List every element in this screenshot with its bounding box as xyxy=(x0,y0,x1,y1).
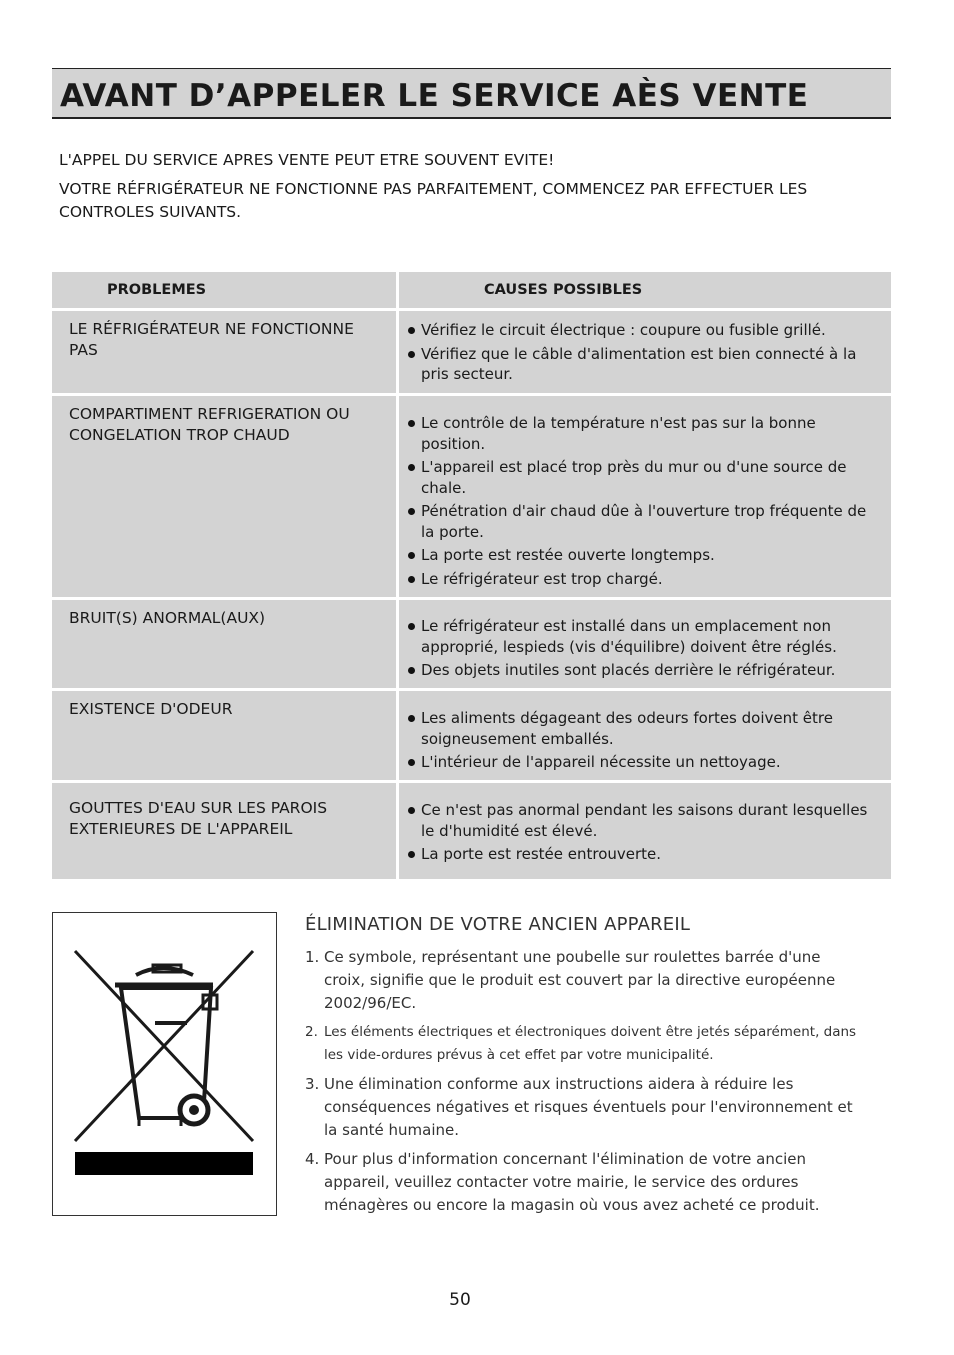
table-header-problems: PROBLEMES xyxy=(52,272,396,308)
cause-item: Le réfrigérateur est trop chargé. xyxy=(408,569,881,590)
page-number: 50 xyxy=(449,1290,471,1310)
cause-item: Le contrôle de la température n'est pas sur la bonne position. xyxy=(408,413,881,454)
causes-cell-power xyxy=(399,311,891,393)
disposal-item: 4. Pour plus d'information concernant l'élimination de votre ancien appareil, veuillez contacter votre mairie, le service des ordures ménagères ou encore la magasin où vous avez acheté ce produit. xyxy=(305,1150,820,1214)
causes-cell-condensation xyxy=(399,783,891,879)
intro-line-2: VOTRE RÉFRIGÉRATEUR NE FONCTIONNE PAS PARFAITEMENT, COMMENCEZ PAR EFFECTUER LES CONTROLES SUIVANTS. xyxy=(59,180,808,221)
cause-item: Vérifiez que le câble d'alimentation est bien connecté à la pris secteur. xyxy=(408,344,881,385)
crossed-out-wheelie-bin-icon xyxy=(53,913,276,1215)
cause-item: La porte est restée ouverte longtemps. xyxy=(408,545,881,566)
cause-item: Ce n'est pas anormal pendant les saisons durant lesquelles le d'humidité est élevé. xyxy=(408,800,881,841)
cause-item: La porte est restée entrouverte. xyxy=(408,844,881,865)
disposal-item: 1. Ce symbole, représentant une poubelle sur roulettes barrée d'une croix, signifie que le produit est couvert par la directive européenne 2002/96/EC. xyxy=(305,948,836,1012)
problem-cell-noise: BRUIT(S) ANORMAL(AUX) xyxy=(52,600,396,688)
causes-cell-noise xyxy=(399,600,891,688)
cause-item: L'intérieur de l'appareil nécessite un nettoyage. xyxy=(408,752,881,773)
cause-item: Les aliments dégageant des odeurs fortes doivent être soigneusement emballés. xyxy=(408,708,881,749)
cause-item: Vérifiez le circuit électrique : coupure ou fusible grillé. xyxy=(408,320,881,341)
intro-line-1: L'APPEL DU SERVICE APRES VENTE PEUT ETRE SOUVENT EVITE! xyxy=(59,151,555,169)
causes-cell-odor xyxy=(399,691,891,780)
cause-item: Le réfrigérateur est installé dans un emplacement non approprié, lespieds (vis d'équilibre) doivent être réglés. xyxy=(408,616,881,657)
problem-cell-odor: EXISTENCE D'ODEUR xyxy=(52,691,396,780)
problem-cell-power: LE RÉFRIGÉRATEUR NE FONCTIONNE PAS xyxy=(52,311,396,393)
problem-cell-too-warm: COMPARTIMENT REFRIGERATION OU CONGELATION TROP CHAUD xyxy=(52,396,396,597)
table-header-causes: CAUSES POSSIBLES xyxy=(399,272,891,308)
cause-item: Pénétration d'air chaud dûe à l'ouverture trop fréquente de la porte. xyxy=(408,501,881,542)
weee-symbol-box xyxy=(52,912,277,1216)
disposal-item: 2. Les éléments électriques et électroniques doivent être jetés séparément, dans les vide-ordures prévus à cet effet par votre municipalité. xyxy=(305,1024,857,1063)
page-title: AVANT D’APPELER LE SERVICE AÈS VENTE xyxy=(60,78,809,114)
disposal-list xyxy=(305,946,865,1223)
title-bar xyxy=(52,68,891,119)
problem-cell-condensation: GOUTTES D'EAU SUR LES PAROIS EXTERIEURES DE L'APPAREIL xyxy=(52,783,396,879)
causes-cell-too-warm xyxy=(399,396,891,597)
cause-item: L'appareil est placé trop près du mur ou d'une source de chale. xyxy=(408,457,881,498)
cause-item: Des objets inutiles sont placés derrière le réfrigérateur. xyxy=(408,660,881,681)
disposal-item: 3. Une élimination conforme aux instructions aidera à réduire les conséquences négatives et risques éventuels pour l'environnement et la santé humaine. xyxy=(305,1075,853,1139)
disposal-title: ÉLIMINATION DE VOTRE ANCIEN APPAREIL xyxy=(305,914,691,935)
